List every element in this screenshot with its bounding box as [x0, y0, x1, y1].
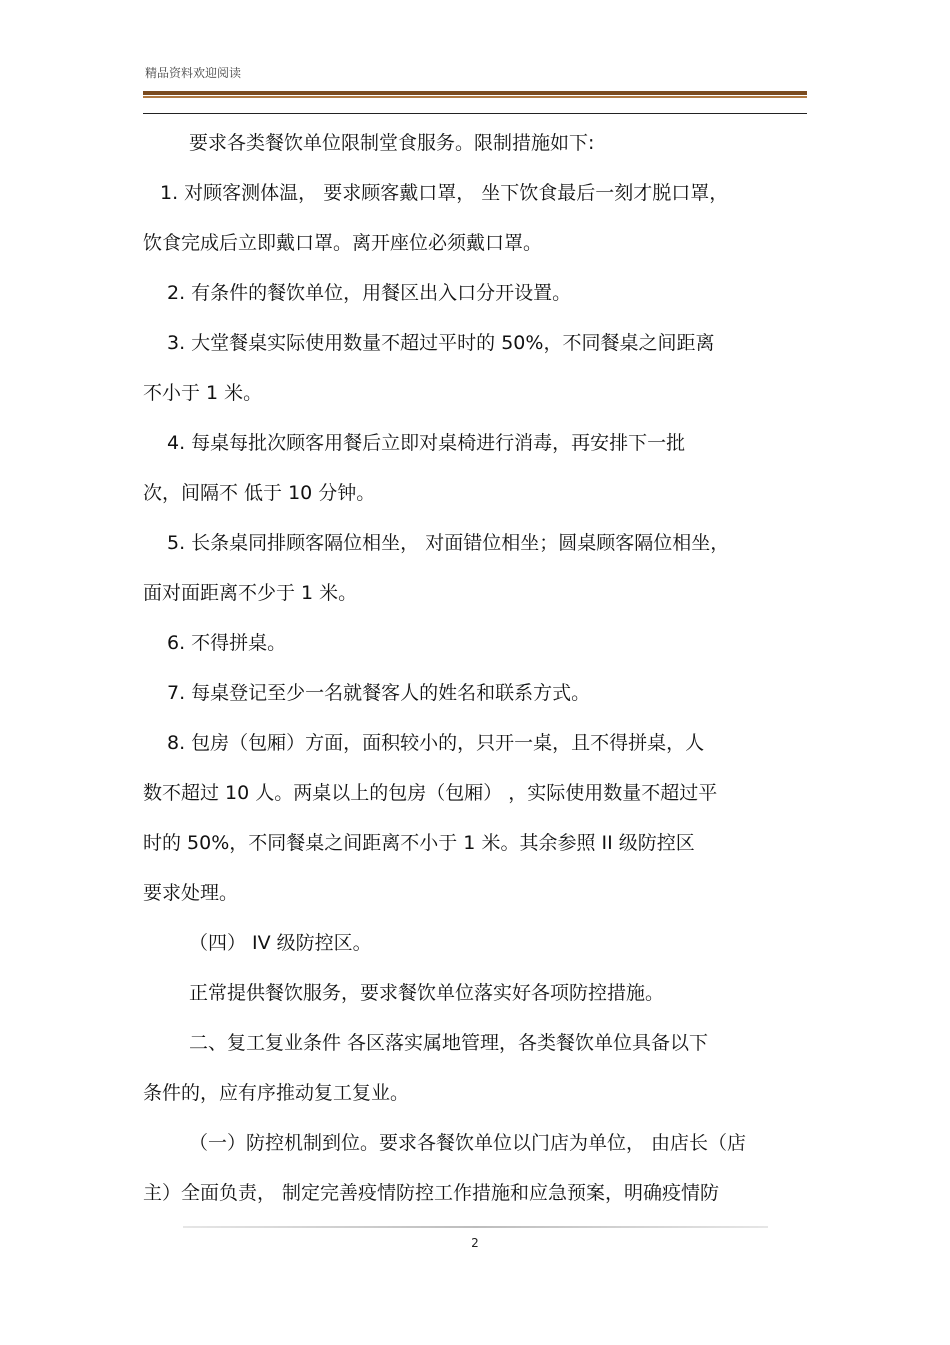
text-line: 6. 不得拼桌。 — [167, 632, 287, 654]
header-rule-thin — [143, 113, 807, 114]
text-line: 面对面距离不少于 1 米。 — [143, 582, 358, 604]
text-line: 二、复工复业条件 各区落实属地管理，各类餐饮单位具备以下 — [189, 1032, 709, 1054]
header-rule-accent — [143, 96, 807, 98]
text-line: 4. 每桌每批次顾客用餐后立即对桌椅进行消毒，再安排下一批 — [167, 432, 686, 454]
page-header-text: 精品资料欢迎阅读 — [145, 66, 242, 80]
text-line: 要求处理。 — [143, 882, 239, 904]
text-line: 7. 每桌登记至少一名就餐客人的姓名和联系方式。 — [167, 682, 591, 704]
text-line: 2. 有条件的餐饮单位，用餐区出入口分开设置。 — [167, 282, 572, 304]
text-line: 数不超过 10 人。两桌以上的包房（包厢） ，实际使用数量不超过平 — [143, 782, 718, 804]
text-line: 条件的，应有序推动复工复业。 — [143, 1082, 410, 1104]
text-line: 主）全面负责， 制定完善疫情防控工作措施和应急预案，明确疫情防 — [143, 1182, 720, 1204]
text-line: 3. 大堂餐桌实际使用数量不超过平时的 50%，不同餐桌之间距离 — [167, 332, 715, 354]
text-line: 饮食完成后立即戴口罩。离开座位必须戴口罩。 — [143, 232, 543, 254]
document-body — [143, 118, 808, 1218]
text-line: 8. 包房（包厢）方面，面积较小的，只开一桌，且不得拼桌，人 — [167, 732, 705, 754]
text-line: （四） IV 级防控区。 — [189, 932, 372, 954]
text-line: 次，间隔不 低于 10 分钟。 — [143, 482, 376, 504]
text-line: 5. 长条桌同排顾客隔位相坐， 对面错位相坐；圆桌顾客隔位相坐， — [167, 532, 730, 554]
header-rule-thick — [143, 91, 807, 95]
page-number: 2 — [471, 1236, 479, 1250]
text-line: （一）防控机制到位。要求各餐饮单位以门店为单位， 由店长（店 — [189, 1132, 747, 1154]
text-line: 时的 50%，不同餐桌之间距离不小于 1 米。其余参照 II 级防控区 — [143, 832, 695, 854]
text-line: 不小于 1 米。 — [143, 382, 263, 404]
text-line: 正常提供餐饮服务，要求餐饮单位落实好各项防控措施。 — [189, 982, 665, 1004]
text-line: 1. 对顾客测体温， 要求顾客戴口罩， 坐下饮食最后一刻才脱口罩， — [160, 182, 729, 204]
footer-rule — [183, 1226, 768, 1228]
text-line: 要求各类餐饮单位限制堂食服务。限制措施如下: — [189, 132, 595, 154]
